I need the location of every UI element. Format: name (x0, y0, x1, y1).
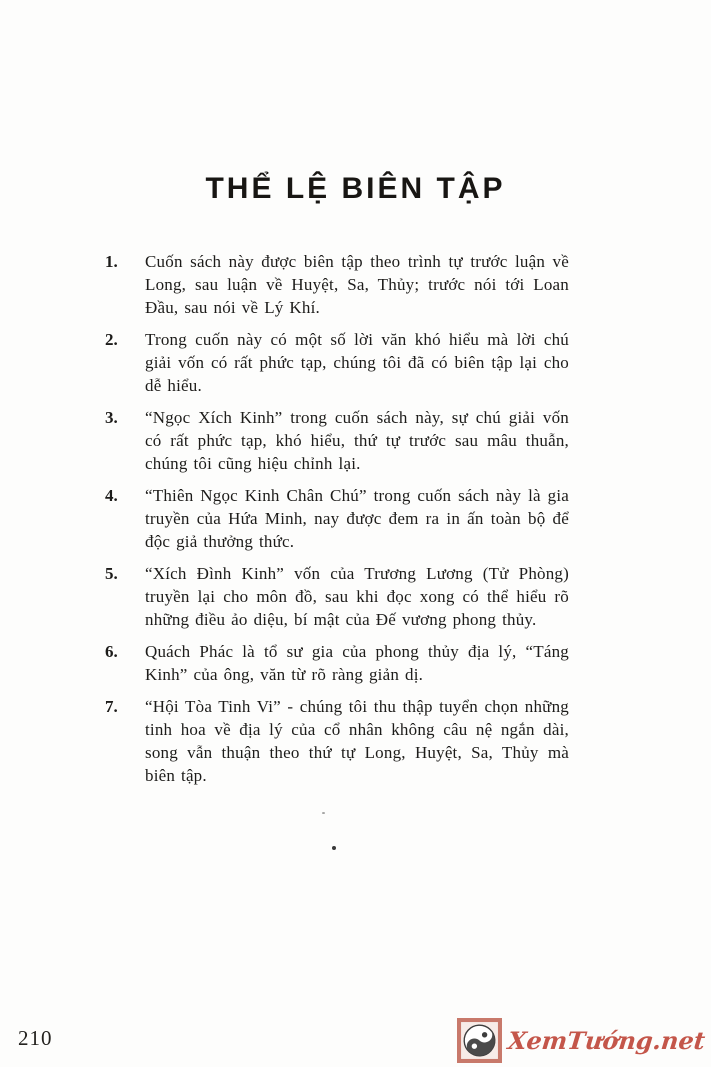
list-item (105, 250, 569, 319)
item-number: 5. (105, 564, 118, 583)
item-number: 3. (105, 408, 118, 427)
rules-list (105, 250, 569, 787)
item-number: 7. (105, 697, 118, 716)
yin-yang-icon (457, 1018, 502, 1063)
item-text: “Thiên Ngọc Kinh Chân Chú” trong cuốn sách này là gia truyền của Hứa Minh, nay được đem ra in ấn toàn bộ để độc giả thưởng thức. (145, 486, 569, 551)
item-text: “Hội Tòa Tinh Vi” - chúng tôi thu thập tuyển chọn những tinh hoa về địa lý của cổ nhân không câu nệ ngắn dài, song vẫn thuận theo thứ tự Long, Huyệt, Sa, Thủy mà biên tập. (145, 697, 569, 785)
scan-artifact-speck (332, 846, 336, 850)
item-text: Cuốn sách này được biên tập theo trình tự trước luận về Long, sau luận về Huyệt, Sa, Thủy; trước nói tới Loan Đầu, sau nói về Lý Khí. (145, 252, 569, 317)
item-number: 2. (105, 330, 118, 349)
list-item (105, 695, 569, 787)
item-number: 4. (105, 486, 118, 505)
list-item (105, 406, 569, 475)
item-number: 1. (105, 252, 118, 271)
watermark-label: XemTướng.net (506, 1026, 707, 1055)
list-item (105, 328, 569, 397)
page-title: THỂ LỆ BIÊN TẬP (205, 172, 506, 205)
item-text: Trong cuốn này có một số lời văn khó hiểu mà lời chú giải vốn có rất phức tạp, chúng tôi đã có biên tập lại cho dễ hiểu. (145, 330, 569, 395)
item-number: 6. (105, 642, 118, 661)
list-item (105, 484, 569, 553)
item-text: Quách Phác là tổ sư gia của phong thủy địa lý, “Táng Kinh” của ông, văn từ rõ ràng giản dị. (145, 642, 569, 684)
scan-artifact-speck (322, 812, 325, 814)
watermark-link[interactable] (457, 1018, 705, 1063)
list-item (105, 640, 569, 686)
item-text: “Xích Đình Kinh” vốn của Trương Lương (Tử Phòng) truyền lại cho môn đồ, sau khi đọc xong có thể hiểu rõ những điều ảo diệu, bí mật của Đế vương phong thủy. (145, 564, 569, 629)
list-item (105, 562, 569, 631)
page-number: 210 (18, 1026, 53, 1050)
item-text: “Ngọc Xích Kinh” trong cuốn sách này, sự chú giải vốn có rất phức tạp, khó hiểu, thứ tự trước sau mâu thuẫn, chúng tôi cũng hiệu chỉnh lại. (145, 408, 569, 473)
